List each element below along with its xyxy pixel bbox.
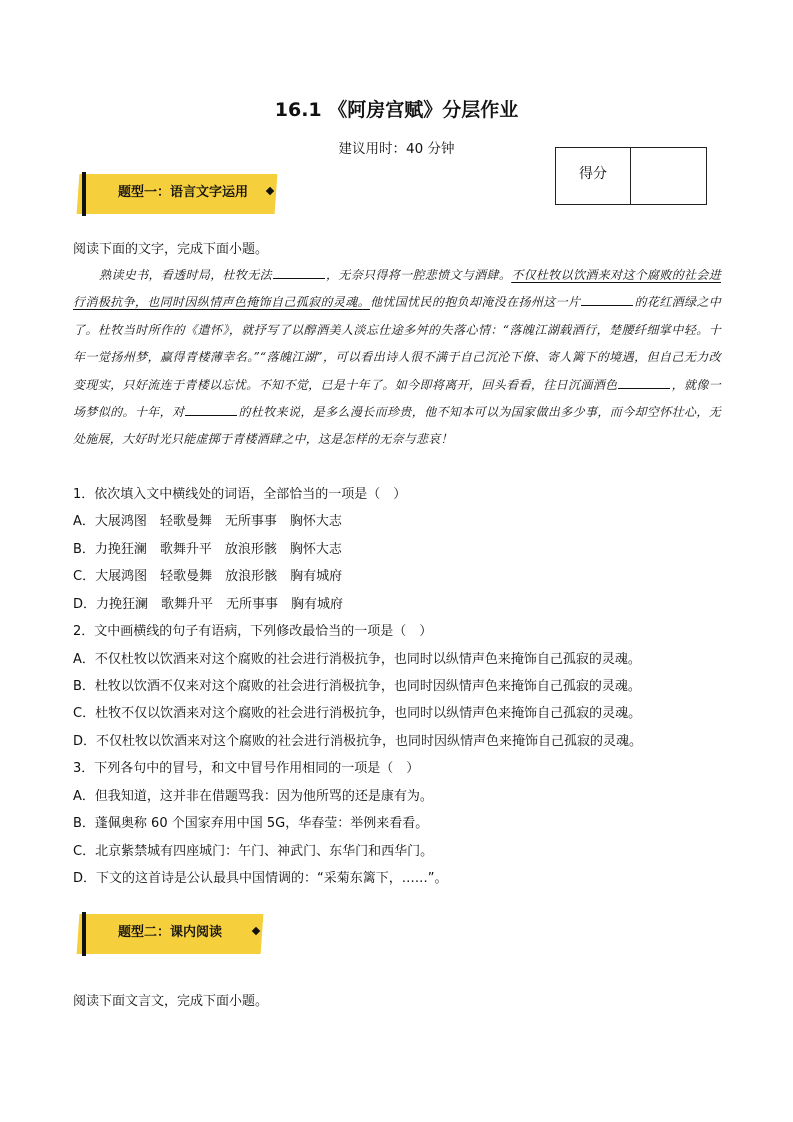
question-2-option-c[interactable]: C．杜牧不仅以饮酒来对这个腐败的社会进行消极抗争，也同时以纵情声色来掩饰自己孤寂的灵魂。 — [73, 706, 642, 721]
question-1-stem: 1．依次填入文中横线处的词语，全部恰当的一项是（ ） — [73, 487, 407, 502]
question-3-option-a[interactable]: A．但我知道，这并非在借题骂我：因为他所骂的还是康有为。 — [73, 789, 433, 804]
question-1-option-a[interactable]: A．大展鸿图 轻歌曼舞 无所事事 胸怀大志 — [73, 514, 342, 529]
suggested-time: 建议用时：40 分钟 — [338, 141, 455, 157]
blank-4[interactable] — [185, 401, 237, 416]
score-value-cell[interactable] — [631, 148, 706, 204]
banner-label: 题型二：课内阅读 — [118, 925, 223, 940]
section2-intro: 阅读下面文言文，完成下面小题。 — [73, 994, 269, 1009]
question-3-option-c[interactable]: C．北京紫禁城有四座城门：午门、神武门、东华门和西华门。 — [73, 844, 434, 859]
banner-accent-bar — [82, 172, 86, 216]
question-2-option-b[interactable]: B．杜牧以饮酒不仅来对这个腐败的社会进行消极抗争，也同时因纵情声色来掩饰自己孤寂的灵魂。 — [73, 679, 641, 694]
section-banner-in-class-reading — [78, 912, 262, 956]
passage-part-2: ，无奈只得将一腔悲愤文与酒肆。 — [325, 268, 512, 282]
blank-3[interactable] — [618, 374, 670, 389]
banner-accent-bar — [82, 912, 86, 956]
section-banner-language-use — [78, 172, 276, 216]
question-2-option-d[interactable]: D．不仅杜牧以饮酒来对这个腐败的社会进行消极抗争，也同时因纵情声色来掩饰自己孤寂的灵魂。 — [73, 734, 643, 749]
question-1-option-d[interactable]: D．力挽狂澜 歌舞升平 无所事事 胸有城府 — [73, 597, 344, 612]
score-box — [555, 147, 707, 205]
underlined-sentence: 不仅杜牧以饮酒来对这个腐败的社会进行消极抗争，也同时因纵情声色掩饰自己孤寂的灵魂。 — [73, 268, 721, 310]
section1-intro: 阅读下面的文字，完成下面小题。 — [73, 242, 269, 257]
score-label: 得分 — [556, 148, 631, 204]
passage-part-1: 熟读史书，看透时局，杜牧无法 — [99, 268, 272, 282]
passage-part-5: 的花红酒绿之中了。杜牧当时所作的《遣怀》，就抒写了以醇酒美人淡忘仕途多舛的失落心情：“落魄江湖载酒行，楚腰纤细掌中轻。十年一觉扬州梦，赢得青楼薄幸名。”“落魄江湖”，可以看出诗人很不满于自己沉沦下僚、寄人篱下的境遇，但自己无力改变现实，只好流连于青楼以忘忧。不知不觉，已是十年了。如今即将离开，回头看看，往日沉湎酒色 — [73, 295, 721, 392]
blank-2[interactable] — [581, 291, 633, 306]
passage-part-6: ，就像一场梦似的。十年，对 — [73, 377, 721, 420]
banner-label: 题型一：语言文字运用 — [118, 185, 249, 200]
question-3-stem: 3．下列各句中的冒号，和文中冒号作用相同的一项是（ ） — [73, 761, 420, 776]
question-3-option-d[interactable]: D．下文的这首诗是公认最具中国情调的：“采菊东篱下，……”。 — [73, 871, 448, 886]
page-title: 16.1 《阿房宫赋》分层作业 — [274, 99, 519, 121]
blank-1[interactable] — [273, 264, 325, 279]
question-2-stem: 2．文中画横线的句子有语病，下列修改最恰当的一项是（ ） — [73, 624, 433, 639]
question-2-option-a[interactable]: A．不仅杜牧以饮酒来对这个腐败的社会进行消极抗争，也同时以纵情声色来掩饰自己孤寂的灵魂。 — [73, 652, 641, 667]
question-1-option-b[interactable]: B．力挽狂澜 歌舞升平 放浪形骸 胸怀大志 — [73, 542, 342, 557]
passage-part-7: 的杜牧来说，是多么漫长而珍贵，他不知本可以为国家做出多少事，而今却空怀壮心，无处施展，大好时光只能虚掷于青楼酒肆之中，这是怎样的无奈与悲哀！ — [73, 405, 721, 447]
reading-passage — [73, 262, 721, 454]
question-3-option-b[interactable]: B．蓬佩奥称 60 个国家弃用中国 5G，华春莹：举例来看看。 — [73, 816, 429, 831]
passage-part-4: 他忧国忧民的抱负却淹没在扬州这一片 — [369, 295, 581, 310]
question-1-option-c[interactable]: C．大展鸿图 轻歌曼舞 放浪形骸 胸有城府 — [73, 569, 343, 584]
